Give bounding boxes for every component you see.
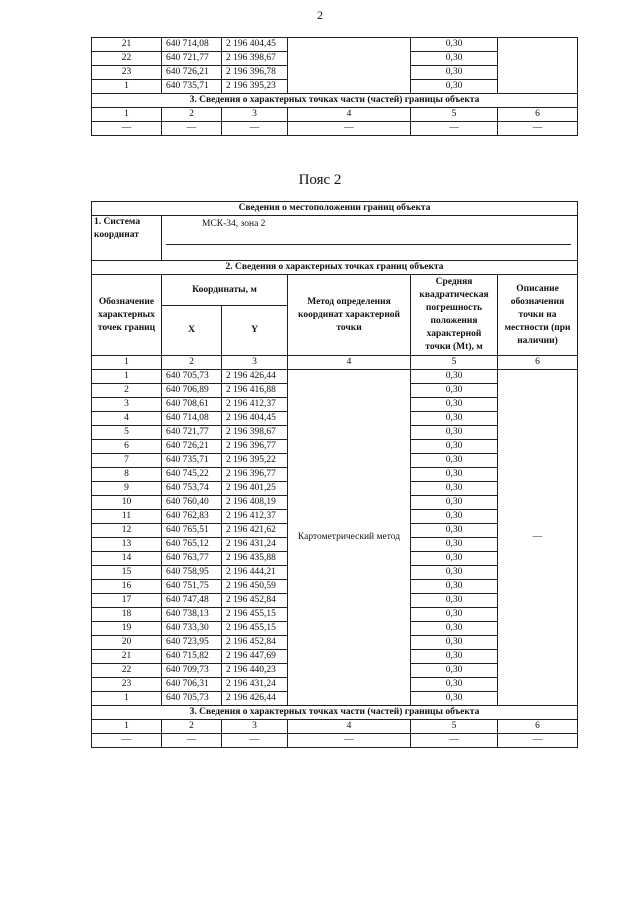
coord-x: 640 753,74 bbox=[162, 482, 222, 496]
coord-x: 640 733,30 bbox=[162, 622, 222, 636]
coord-y: 2 196 455,15 bbox=[222, 608, 288, 622]
col-number: 5 bbox=[411, 720, 498, 734]
coord-y: 2 196 455,15 bbox=[222, 622, 288, 636]
col-number: 3 bbox=[222, 720, 288, 734]
coord-y: 2 196 426,44 bbox=[222, 370, 288, 384]
coord-system-label: 1. Система координат bbox=[92, 216, 162, 261]
coord-x: 640 765,51 bbox=[162, 524, 222, 538]
point-number: 7 bbox=[92, 454, 162, 468]
coord-x: 640 760,40 bbox=[162, 496, 222, 510]
point-number: 13 bbox=[92, 538, 162, 552]
accuracy-value: 0,30 bbox=[411, 412, 498, 426]
location-title-row bbox=[92, 202, 578, 216]
coord-y: 2 196 404,45 bbox=[222, 38, 288, 52]
accuracy-value: 0,30 bbox=[411, 608, 498, 622]
description-cell: — bbox=[498, 370, 578, 706]
zone-title: Пояс 2 bbox=[298, 172, 342, 188]
coord-y: 2 196 435,88 bbox=[222, 552, 288, 566]
coord-x: 640 721,77 bbox=[162, 52, 222, 66]
coord-y: 2 196 416,88 bbox=[222, 384, 288, 398]
coord-y: 2 196 398,67 bbox=[222, 426, 288, 440]
empty-dash: — bbox=[92, 734, 162, 748]
point-number: 14 bbox=[92, 552, 162, 566]
accuracy-value: 0,30 bbox=[411, 398, 498, 412]
col-number: 3 bbox=[222, 108, 288, 122]
coord-y: 2 196 431,24 bbox=[222, 678, 288, 692]
coord-x: 640 745,22 bbox=[162, 468, 222, 482]
accuracy-value: 0,30 bbox=[411, 80, 498, 94]
point-number: 2 bbox=[92, 384, 162, 398]
point-number: 21 bbox=[92, 650, 162, 664]
coord-x: 640 705,73 bbox=[162, 692, 222, 706]
point-number: 6 bbox=[92, 440, 162, 454]
point-number: 4 bbox=[92, 412, 162, 426]
top-part-col-numbers-row bbox=[92, 108, 578, 122]
coord-x: 640 715,82 bbox=[162, 650, 222, 664]
coord-x: 640 706,31 bbox=[162, 678, 222, 692]
coord-x: 640 726,21 bbox=[162, 66, 222, 80]
coord-y: 2 196 412,37 bbox=[222, 398, 288, 412]
point-number: 16 bbox=[92, 580, 162, 594]
point-number: 9 bbox=[92, 482, 162, 496]
coord-y: 2 196 396,77 bbox=[222, 440, 288, 454]
top-part-section-row bbox=[92, 94, 578, 108]
coord-x: 640 708,61 bbox=[162, 398, 222, 412]
method-cell bbox=[288, 38, 411, 94]
accuracy-value: 0,30 bbox=[411, 538, 498, 552]
accuracy-value: 0,30 bbox=[411, 496, 498, 510]
coord-y: 2 196 452,84 bbox=[222, 636, 288, 650]
empty-dash: — bbox=[411, 734, 498, 748]
point-number: 1 bbox=[92, 80, 162, 94]
empty-dash: — bbox=[288, 122, 411, 136]
col-number: 1 bbox=[92, 108, 162, 122]
accuracy-value: 0,30 bbox=[411, 426, 498, 440]
location-title: Сведения о местоположении границ объекта bbox=[92, 202, 578, 216]
accuracy-value: 0,30 bbox=[411, 38, 498, 52]
empty-dash: — bbox=[162, 122, 222, 136]
point-number: 15 bbox=[92, 566, 162, 580]
point-number: 22 bbox=[92, 664, 162, 678]
col-number: 2 bbox=[162, 720, 222, 734]
coord-y: 2 196 452,84 bbox=[222, 594, 288, 608]
top-coordinates-table bbox=[91, 37, 578, 136]
accuracy-value: 0,30 bbox=[411, 664, 498, 678]
part-dash-row bbox=[92, 734, 578, 748]
empty-dash: — bbox=[92, 122, 162, 136]
top-part-section-title: 3. Сведения о характерных точках части (частей) границы объекта bbox=[92, 94, 578, 108]
accuracy-value: 0,30 bbox=[411, 636, 498, 650]
point-number: 8 bbox=[92, 468, 162, 482]
coord-x: 640 723,95 bbox=[162, 636, 222, 650]
coord-y: 2 196 404,45 bbox=[222, 412, 288, 426]
header-coordinates: Координаты, м bbox=[162, 275, 288, 306]
underline bbox=[166, 244, 571, 245]
coord-x: 640 763,77 bbox=[162, 552, 222, 566]
point-number: 1 bbox=[92, 692, 162, 706]
point-number: 19 bbox=[92, 622, 162, 636]
col-number: 2 bbox=[162, 356, 222, 370]
point-number: 3 bbox=[92, 398, 162, 412]
points-section-title: 2. Сведения о характерных точках границ объекта bbox=[92, 261, 578, 275]
point-number: 11 bbox=[92, 510, 162, 524]
col-number: 5 bbox=[411, 356, 498, 370]
coord-y: 2 196 412,37 bbox=[222, 510, 288, 524]
col-number: 6 bbox=[498, 356, 578, 370]
accuracy-value: 0,30 bbox=[411, 384, 498, 398]
col-number: 2 bbox=[162, 108, 222, 122]
accuracy-value: 0,30 bbox=[411, 454, 498, 468]
accuracy-value: 0,30 bbox=[411, 510, 498, 524]
point-number: 21 bbox=[92, 38, 162, 52]
point-number: 10 bbox=[92, 496, 162, 510]
header-accuracy: Средняя квадратическая погрешность положения характерной точки (Mt), м bbox=[411, 275, 498, 356]
coord-x: 640 751,75 bbox=[162, 580, 222, 594]
accuracy-value: 0,30 bbox=[411, 370, 498, 384]
description-cell bbox=[498, 38, 578, 94]
empty-dash: — bbox=[222, 734, 288, 748]
coord-y: 2 196 401,25 bbox=[222, 482, 288, 496]
coord-system-cell bbox=[162, 216, 578, 261]
point-number: 22 bbox=[92, 52, 162, 66]
top-part-dash-row bbox=[92, 122, 578, 136]
accuracy-value: 0,30 bbox=[411, 440, 498, 454]
point-number: 1 bbox=[92, 370, 162, 384]
accuracy-value: 0,30 bbox=[411, 468, 498, 482]
point-number: 17 bbox=[92, 594, 162, 608]
coord-x: 640 714,08 bbox=[162, 38, 222, 52]
coord-x: 640 726,21 bbox=[162, 440, 222, 454]
part-col-numbers-row bbox=[92, 720, 578, 734]
method-cell: Картометрический метод bbox=[288, 370, 411, 706]
coord-x: 640 758,95 bbox=[162, 566, 222, 580]
coord-x: 640 706,89 bbox=[162, 384, 222, 398]
coord-y: 2 196 447,69 bbox=[222, 650, 288, 664]
coord-x: 640 709,73 bbox=[162, 664, 222, 678]
empty-dash: — bbox=[498, 122, 578, 136]
table-row bbox=[92, 370, 578, 384]
coord-y: 2 196 408,19 bbox=[222, 496, 288, 510]
accuracy-value: 0,30 bbox=[411, 678, 498, 692]
accuracy-value: 0,30 bbox=[411, 566, 498, 580]
coord-y: 2 196 450,59 bbox=[222, 580, 288, 594]
header-x: X bbox=[162, 306, 222, 356]
header-y: Y bbox=[222, 306, 288, 356]
accuracy-value: 0,30 bbox=[411, 482, 498, 496]
coord-y: 2 196 440,23 bbox=[222, 664, 288, 678]
accuracy-value: 0,30 bbox=[411, 692, 498, 706]
page-number: 2 bbox=[317, 8, 323, 22]
coord-x: 640 738,13 bbox=[162, 608, 222, 622]
accuracy-value: 0,30 bbox=[411, 622, 498, 636]
main-coordinates-table bbox=[91, 201, 578, 748]
point-number: 12 bbox=[92, 524, 162, 538]
col-number: 1 bbox=[92, 720, 162, 734]
coord-x: 640 765,12 bbox=[162, 538, 222, 552]
table-row bbox=[92, 38, 578, 52]
coord-x: 640 714,08 bbox=[162, 412, 222, 426]
coord-x: 640 762,83 bbox=[162, 510, 222, 524]
col-number: 3 bbox=[222, 356, 288, 370]
coord-x: 640 721,77 bbox=[162, 426, 222, 440]
coord-y: 2 196 398,67 bbox=[222, 52, 288, 66]
coord-x: 640 735,71 bbox=[162, 80, 222, 94]
col-number: 6 bbox=[498, 720, 578, 734]
coord-y: 2 196 396,77 bbox=[222, 468, 288, 482]
part-section-row bbox=[92, 706, 578, 720]
empty-dash: — bbox=[222, 122, 288, 136]
point-number: 23 bbox=[92, 66, 162, 80]
col-numbers-row bbox=[92, 356, 578, 370]
coord-y: 2 196 421,62 bbox=[222, 524, 288, 538]
coord-system-row bbox=[92, 216, 578, 261]
empty-dash: — bbox=[162, 734, 222, 748]
points-section-row bbox=[92, 261, 578, 275]
point-number: 18 bbox=[92, 608, 162, 622]
point-number: 23 bbox=[92, 678, 162, 692]
coord-system-value: МСК-34, зона 2 bbox=[202, 219, 266, 229]
empty-dash: — bbox=[411, 122, 498, 136]
col-number: 5 bbox=[411, 108, 498, 122]
col-number: 6 bbox=[498, 108, 578, 122]
point-number: 20 bbox=[92, 636, 162, 650]
accuracy-value: 0,30 bbox=[411, 524, 498, 538]
empty-dash: — bbox=[288, 734, 411, 748]
coord-y: 2 196 444,21 bbox=[222, 566, 288, 580]
accuracy-value: 0,30 bbox=[411, 580, 498, 594]
col-number: 4 bbox=[288, 356, 411, 370]
header-method: Метод определения координат характерной точки bbox=[288, 275, 411, 356]
col-number: 4 bbox=[288, 108, 411, 122]
coord-y: 2 196 431,24 bbox=[222, 538, 288, 552]
header-designation: Обозначение характерных точек границ bbox=[92, 275, 162, 356]
col-number: 1 bbox=[92, 356, 162, 370]
accuracy-value: 0,30 bbox=[411, 650, 498, 664]
accuracy-value: 0,30 bbox=[411, 594, 498, 608]
col-number: 4 bbox=[288, 720, 411, 734]
empty-dash: — bbox=[498, 734, 578, 748]
part-section-title: 3. Сведения о характерных точках части (частей) границы объекта bbox=[92, 706, 578, 720]
accuracy-value: 0,30 bbox=[411, 552, 498, 566]
header-description: Описание обозначения точки на местности (при наличии) bbox=[498, 275, 578, 356]
column-header-row-1 bbox=[92, 275, 578, 306]
accuracy-value: 0,30 bbox=[411, 52, 498, 66]
coord-x: 640 705,73 bbox=[162, 370, 222, 384]
coord-x: 640 735,71 bbox=[162, 454, 222, 468]
coord-y: 2 196 395,22 bbox=[222, 454, 288, 468]
accuracy-value: 0,30 bbox=[411, 66, 498, 80]
coord-y: 2 196 395,23 bbox=[222, 80, 288, 94]
coord-y: 2 196 426,44 bbox=[222, 692, 288, 706]
coord-y: 2 196 396,78 bbox=[222, 66, 288, 80]
point-number: 5 bbox=[92, 426, 162, 440]
coord-x: 640 747,48 bbox=[162, 594, 222, 608]
